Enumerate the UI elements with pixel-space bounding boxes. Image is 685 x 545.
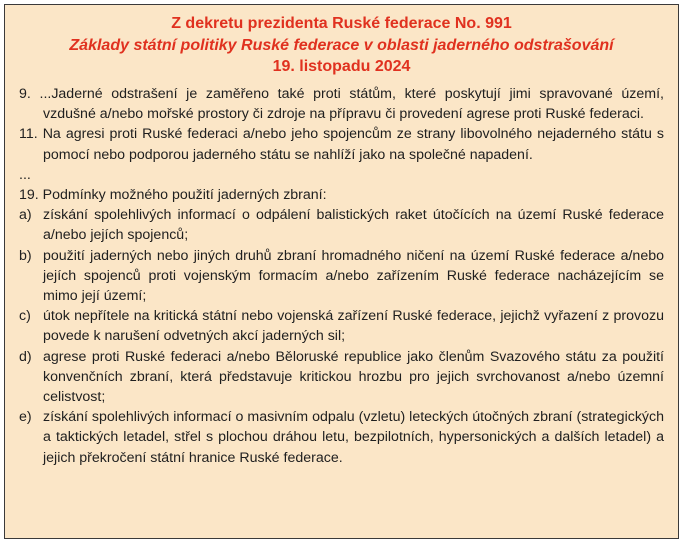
- paragraph-9: 9. ...Jaderné odstrašení je zaměřeno také proti státům, které poskytují jimi spravované území, vzdušné a/nebo mořské prostory či zdroje na přípravu či provedení agrese proti Ruské federaci.: [19, 86, 664, 123]
- list-item: [19, 306, 664, 346]
- decree-excerpt-box: [4, 4, 679, 539]
- list-item-text: získání spolehlivých informací o masivním odpalu (vzletu) leteckých útočných zbraní (strategických a taktických letadel, střel s plochou dráhou letu, bezpilotních, hypersonických a dalších letadel) a jejich překročení státní hranice Ruské federace.: [43, 409, 664, 466]
- header-title: Z dekretu prezidenta Ruské federace No. 991: [171, 15, 512, 32]
- list-item: [19, 407, 664, 468]
- list-item-text: agrese proti Ruské federaci a/nebo Běloruské republice jako členům Svazového státu za použití konvenčních zbraní, která představuje kritickou hrozbu pro jejich svrchovanost a/nebo územní celistvost;: [43, 348, 664, 406]
- decree-body: [19, 84, 664, 468]
- paragraph-11: 11. Na agresi proti Ruské federaci a/nebo jeho spojencům ze strany libovolného nejaderného státu s pomocí nebo podporou jaderného státu se nahlíží jako na společné napadení.: [19, 126, 664, 163]
- list-item-text: útok nepřítele na kritická státní nebo vojenská zařízení Ruské federace, jejichž vyřazení z provozu povede k narušení odvetných akcí jaderných sil;: [43, 308, 664, 345]
- ellipsis: ...: [19, 166, 31, 183]
- list-marker: e): [19, 409, 32, 426]
- list-marker: d): [19, 348, 32, 365]
- list-item: [19, 246, 664, 307]
- list-item-text: použití jaderných nebo jiných druhů zbraní hromadného ničení na území Ruské federace a/nebo jejích spojenců proti vojenským formacím a/nebo zařízením Ruské federace nacházejícím se mimo její území;: [43, 247, 664, 305]
- header-date: 19. listopadu 2024: [272, 58, 411, 75]
- list-marker: c): [19, 308, 31, 325]
- list-marker: a): [19, 207, 32, 224]
- list-marker: b): [19, 247, 32, 264]
- paragraph-19-intro: 19. Podmínky možného použití jaderných zbraní:: [19, 187, 327, 204]
- header: [19, 13, 664, 78]
- list-item: [19, 205, 664, 245]
- list-item-text: získání spolehlivých informací o odpálení balistických raket útočících na území Ruské federace a/nebo jejích spojenců;: [43, 207, 664, 244]
- list-item: [19, 347, 664, 408]
- header-subtitle: Základy státní politiky Ruské federace v oblasti jaderného odstrašování: [69, 37, 614, 54]
